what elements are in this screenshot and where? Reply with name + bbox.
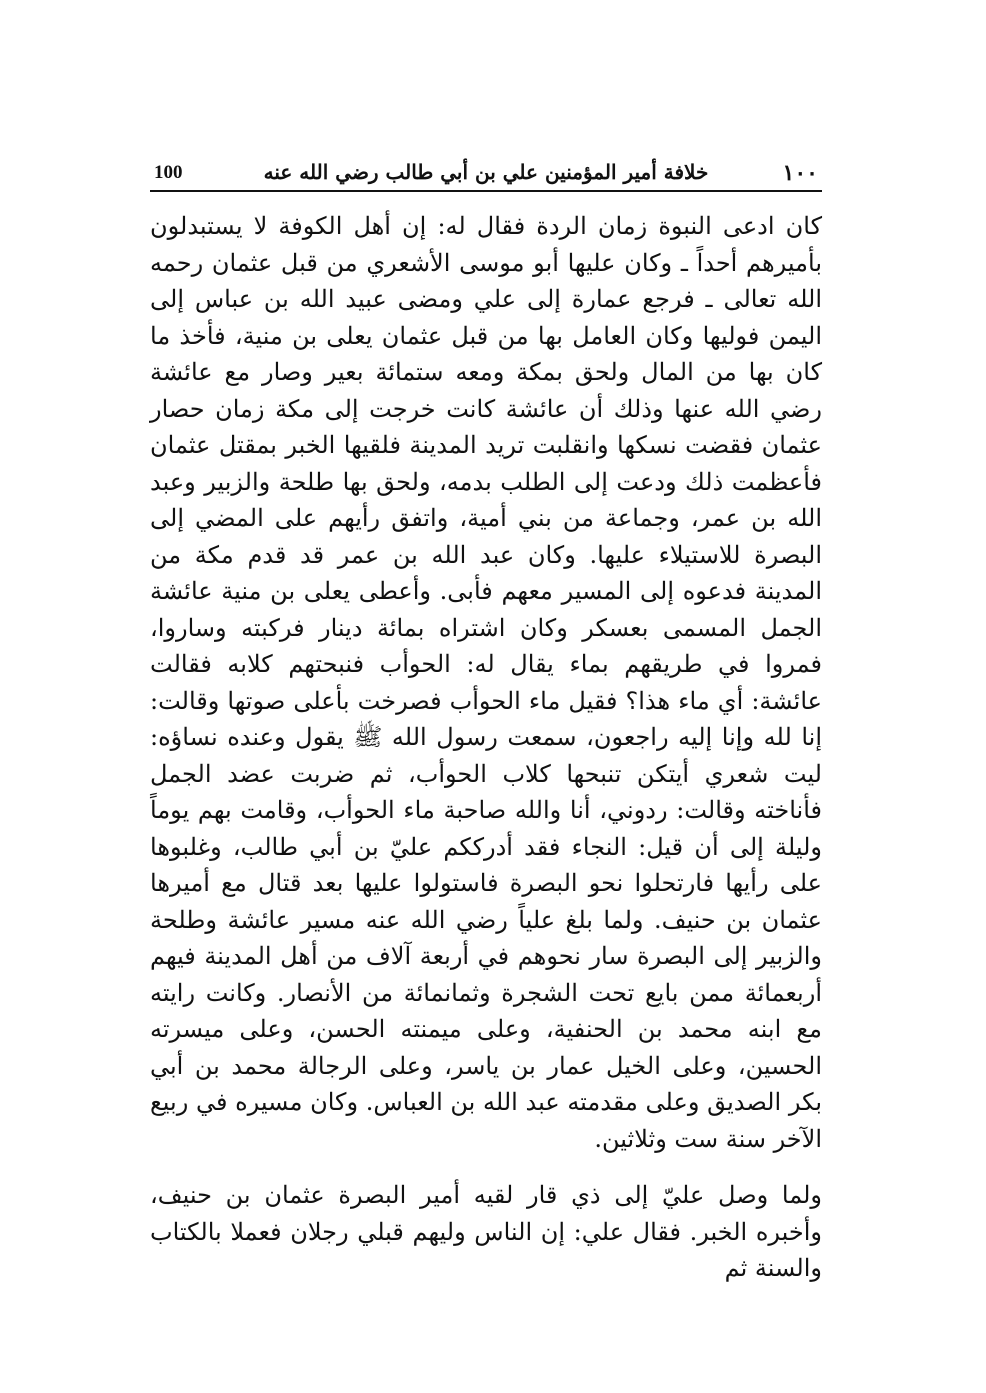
page-number-latin: 100 [154, 162, 183, 183]
page-header [150, 158, 822, 192]
running-title: خلافة أمير المؤمنين علي بن أبي طالب رضي الله عنه [263, 160, 709, 184]
page-number-arabic: ١٠٠ [782, 160, 818, 186]
body-text [150, 208, 822, 1287]
paragraph-2: ولما وصل عليّ إلى ذي قار لقيه أمير البصرة عثمان بن حنيف، وأخبره الخبر. فقال علي: إن الناس وليهم قبلي رجلان فعملا بالكتاب والسنة ثم [150, 1181, 822, 1282]
paragraph-1: كان ادعى النبوة زمان الردة فقال له: إن أهل الكوفة لا يستبدلون بأميرهم أحداً ـ وكان عليها أبو موسى الأشعري من قبل عثمان رحمه الله تعالى ـ فرجع عمارة إلى علي ومضى عبيد الله بن عباس إلى اليمن فوليها وكان العامل بها من قبل عثمان يعلى بن منية، فأخذ ما كان بها من المال ولحق بمكة ومعه ستمائة بعير وصار مع عائشة رضي الله عنها وذلك أن عائشة كانت خرجت إلى مكة زمان حصار عثمان فقضت نسكها وانقلبت تريد المدينة فلقيها الخبر بمقتل عثمان فأعظمت ذلك ودعت إلى الطلب بدمه، ولحق بها طلحة والزبير وعبد الله بن عمر، وجماعة من بني أمية، واتفق رأيهم على المضي إلى البصرة للاستيلاء عليها. وكان عبد الله بن عمر قد قدم مكة من المدينة فدعوه إلى المسير معهم فأبى. وأعطى يعلى بن منية عائشة الجمل المسمى بعسكر وكان اشتراه بمائة دينار فركبته وساروا، فمروا في طريقهم بماء يقال له: الحوأب فنبحتهم كلابه فقالت عائشة: أي ماء هذا؟ فقيل ماء الحوأب فصرخت بأعلى صوتها وقالت: إنا لله وإنا إليه راجعون، سمعت رسول الله ﷺ يقول وعنده نساؤه: ليت شعري أيتكن تنبحها كلاب الحوأب، ثم ضربت عضد الجمل فأناخته وقالت: ردوني، أنا والله صاحبة ماء الحوأب، وقامت بهم يوماً وليلة إلى أن قيل: النجاء فقد أدرككم عليّ بن أبي طالب، وغلبوها على رأيها فارتحلوا نحو البصرة فاستولوا عليها بعد قتال مع أميرها عثمان بن حنيف. ولما بلغ علياً رضي الله عنه مسير عائشة وطلحة والزبير إلى البصرة سار نحوهم في أربعة آلاف من أهل المدينة فيهم أربعمائة ممن بايع تحت الشجرة وثمانمائة من الأنصار. وكانت رايته مع ابنه محمد بن الحنفية، وعلى ميمنته الحسن، وعلى ميسرته الحسين، وعلى الخيل عمار بن ياسر، وعلى الرجالة محمد بن أبي بكر الصديق وعلى مقدمته عبد الله بن العباس. وكان مسيره في ربيع الآخر سنة ست وثلاثين. [150, 212, 822, 1153]
